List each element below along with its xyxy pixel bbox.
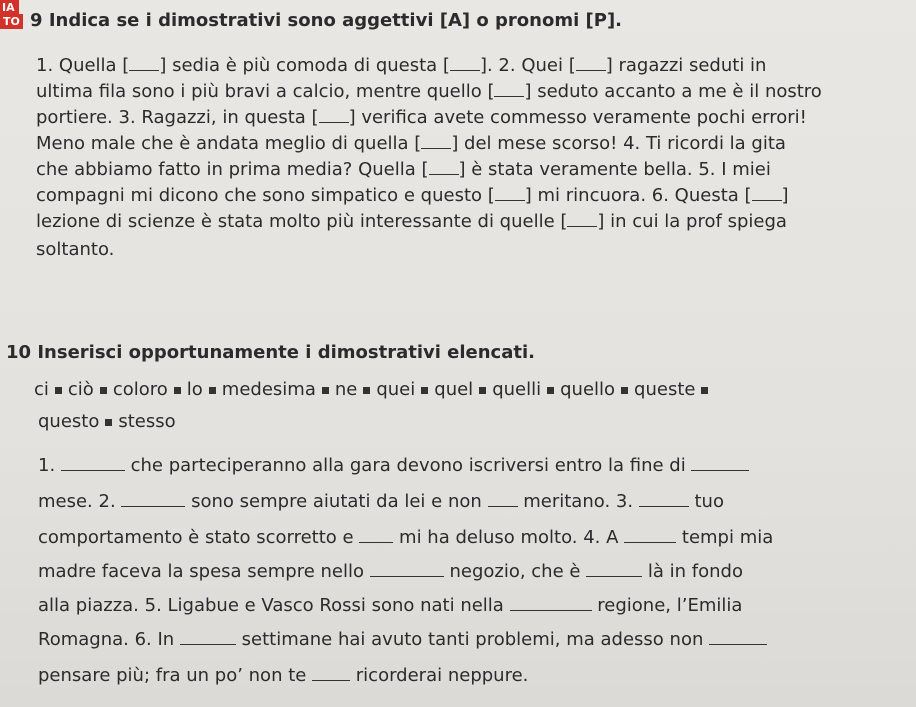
answer-blank[interactable] <box>121 490 185 507</box>
separator-square-icon <box>479 387 486 394</box>
separator-square-icon <box>55 387 62 394</box>
sentence-text: che parteciperanno alla gara devono iscriversi entro la fine di <box>124 455 692 476</box>
word-option: quello <box>560 379 616 400</box>
sentence-text: madre faceva la spesa sempre nello <box>38 561 370 582</box>
sentence-text: 1. Quella [ <box>36 55 130 76</box>
answer-blank[interactable] <box>370 560 444 577</box>
answer-blank[interactable] <box>639 490 689 507</box>
answer-blank[interactable] <box>359 526 393 543</box>
separator-square-icon <box>421 387 428 394</box>
answer-blank[interactable] <box>494 80 524 97</box>
separator-square-icon <box>701 387 708 394</box>
exercise-10-line <box>38 560 743 584</box>
sentence-text: compagni mi dicono che sono simpatico e questo [ <box>36 185 495 206</box>
exercise-10-instruction: Inserisci opportunamente i dimostrativi elencati. <box>37 342 535 363</box>
answer-blank[interactable] <box>691 454 749 471</box>
word-list-line-2 <box>38 410 176 434</box>
answer-blank[interactable] <box>129 54 159 71</box>
sentence-text: ] in cui la prof spiega <box>597 211 787 232</box>
separator-square-icon <box>209 387 216 394</box>
sentence-text: ] <box>781 185 789 206</box>
exercise-9-line <box>36 80 822 104</box>
sentence-text: Romagna. 6. In <box>38 629 180 650</box>
sentence-text: tuo <box>688 491 724 512</box>
sentence-text: soltanto. <box>36 239 115 260</box>
answer-blank[interactable] <box>624 526 676 543</box>
sentence-text: ] verifica avete commesso veramente pochi errori! <box>348 107 807 128</box>
separator-square-icon <box>174 387 181 394</box>
sentence-text: ricorderai neppure. <box>350 665 529 686</box>
separator-square-icon <box>100 387 107 394</box>
answer-blank[interactable] <box>495 184 525 201</box>
separator-square-icon <box>547 387 554 394</box>
answer-blank[interactable] <box>567 210 597 227</box>
exercise-9-line <box>36 210 787 234</box>
answer-blank[interactable] <box>488 490 518 507</box>
sentence-text: ]. 2. Quei [ <box>479 55 576 76</box>
separator-square-icon <box>621 387 628 394</box>
sentence-text: meritano. 3. <box>517 491 639 512</box>
answer-blank[interactable] <box>450 54 480 71</box>
sentence-text: ultima fila sono i più bravi a calcio, mentre quello [ <box>36 81 495 102</box>
corner-label-bottom: TO <box>0 14 23 29</box>
answer-blank[interactable] <box>61 454 125 471</box>
exercise-9-title <box>30 10 622 31</box>
separator-square-icon <box>105 419 112 426</box>
sentence-text: comportamento è stato scorretto e <box>38 527 360 548</box>
exercise-10-line <box>38 526 773 550</box>
sentence-text: ] sedia è più comoda di questa [ <box>159 55 450 76</box>
exercise-9-line <box>36 106 807 130</box>
word-option: queste <box>634 379 696 400</box>
exercise-9-line <box>36 238 114 262</box>
sentence-text: là in fondo <box>642 561 743 582</box>
answer-blank[interactable] <box>180 628 236 645</box>
answer-blank[interactable] <box>576 54 606 71</box>
sentence-text: ] è stata veramente bella. 5. I miei <box>458 159 771 180</box>
word-option: quel <box>434 379 474 400</box>
sentence-text: sono sempre aiutati da lei e non <box>185 491 488 512</box>
exercise-10-title <box>6 342 535 363</box>
word-option: quelli <box>492 379 542 400</box>
sentence-text: regione, l’Emilia <box>591 595 743 616</box>
word-option: stesso <box>118 411 176 432</box>
word-option: ciò <box>67 379 94 400</box>
sentence-text: mi ha deluso molto. 4. A <box>393 527 625 548</box>
sentence-text: Meno male che è andata meglio di quella [ <box>36 133 422 154</box>
word-option: ci <box>34 379 49 400</box>
answer-blank[interactable] <box>312 664 350 681</box>
exercise-10-line <box>38 664 528 688</box>
sentence-text: lezione di scienze è stata molto più interessante di quelle [ <box>36 211 568 232</box>
answer-blank[interactable] <box>319 106 349 123</box>
sentence-text: che abbiamo fatto in prima media? Quella [ <box>36 159 429 180</box>
sentence-text: ] ragazzi seduti in <box>605 55 767 76</box>
exercise-9-line <box>36 184 789 208</box>
exercise-9-line <box>36 158 771 182</box>
exercise-10-line <box>38 628 767 652</box>
word-option: ne <box>334 379 358 400</box>
sentence-text: ] seduto accanto a me è il nostro <box>524 81 822 102</box>
sentence-text: alla piazza. 5. Ligabue e Vasco Rossi sono nati nella <box>38 595 510 616</box>
sentence-text: pensare più; fra un po’ non te <box>38 665 313 686</box>
word-option: lo <box>186 379 203 400</box>
exercise-9-number: 9 <box>30 10 43 31</box>
answer-blank[interactable] <box>709 628 767 645</box>
exercise-9-instruction: Indica se i dimostrativi sono aggettivi [A] o pronomi [P]. <box>48 10 623 31</box>
sentence-text: portiere. 3. Ragazzi, in questa [ <box>36 107 319 128</box>
answer-blank[interactable] <box>586 560 642 577</box>
exercise-9-line <box>36 54 766 78</box>
corner-label-top: IA <box>0 0 19 15</box>
sentence-text: negozio, che è <box>443 561 587 582</box>
answer-blank[interactable] <box>752 184 782 201</box>
separator-square-icon <box>363 387 370 394</box>
sentence-text: mese. 2. <box>38 491 122 512</box>
word-option: coloro <box>112 379 168 400</box>
exercise-10-line <box>38 490 724 514</box>
answer-blank[interactable] <box>429 158 459 175</box>
sentence-text: settimane hai avuto tanti problemi, ma adesso non <box>235 629 710 650</box>
sentence-text: ] del mese scorso! 4. Ti ricordi la gita <box>451 133 786 154</box>
exercise-10-line <box>38 454 749 478</box>
exercise-10-line <box>38 594 742 618</box>
word-option: quei <box>376 379 416 400</box>
word-option: medesima <box>221 379 316 400</box>
word-option: questo <box>38 411 100 432</box>
sentence-text: 1. <box>38 455 61 476</box>
exercise-10-number: 10 <box>6 342 32 363</box>
word-list-line-1 <box>34 378 714 402</box>
answer-blank[interactable] <box>421 132 451 149</box>
sentence-text: tempi mia <box>676 527 774 548</box>
sentence-text: ] mi rincuora. 6. Questa [ <box>524 185 752 206</box>
separator-square-icon <box>322 387 329 394</box>
answer-blank[interactable] <box>510 594 592 611</box>
exercise-9-line <box>36 132 786 156</box>
